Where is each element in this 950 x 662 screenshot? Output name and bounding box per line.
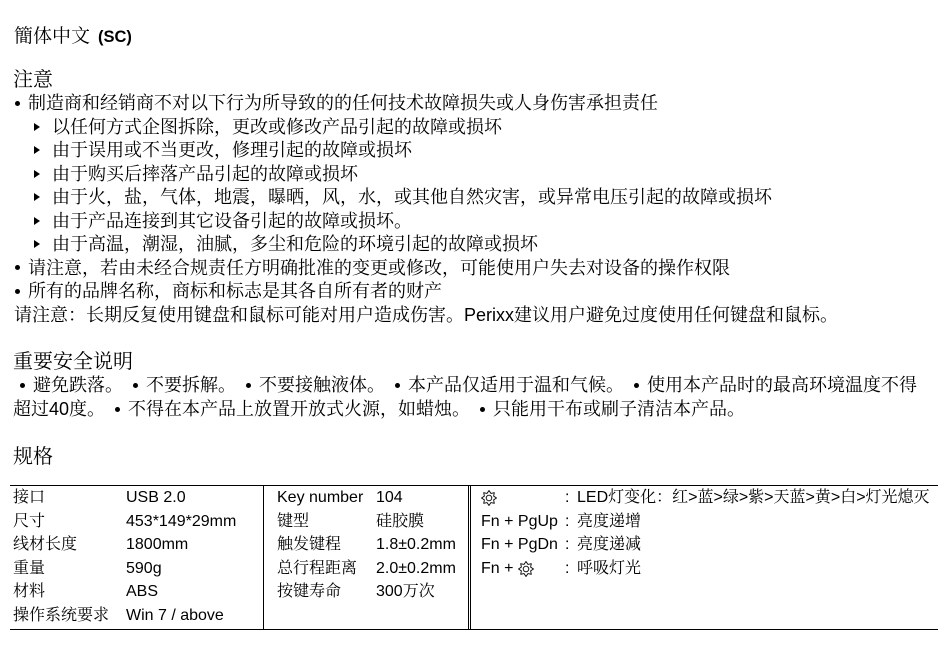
triangle-bullet-icon (34, 217, 40, 225)
spec-value: 300万次 (376, 583, 435, 601)
hotkey-action: 亮度递增 (577, 512, 642, 530)
hotkey-separator: : (565, 489, 570, 506)
spec-row (264, 510, 468, 534)
bullet-marker (246, 383, 251, 388)
spec-label: 键型 (277, 512, 310, 530)
bullet-marker (15, 289, 20, 294)
spec-value: Win 7 / above (126, 606, 224, 624)
notice-sub-item-text: 以任何方式企图拆除，更改或修改产品引起的故障或损坏 (52, 116, 502, 137)
spec-label: 操作系统要求 (13, 606, 110, 624)
spec-value: 1.8±0.2mm (376, 536, 456, 554)
bullet-marker (133, 383, 138, 388)
bullet-marker (20, 383, 25, 388)
hotkey-action: LED灯变化：红>蓝>绿>紫>天蓝>黄>白>灯光熄灭 (577, 489, 930, 506)
spec-row (10, 580, 263, 604)
spec-label: 按键寿命 (277, 583, 342, 601)
backlight-icon-core (486, 495, 492, 501)
hotkey-row (471, 510, 938, 534)
safety-item (470, 399, 745, 419)
hotkey-separator: : (565, 559, 570, 577)
backlight-icon (481, 490, 497, 506)
hotkey-row (471, 533, 938, 557)
safety-instructions (13, 373, 933, 421)
triangle-bullet-icon (34, 123, 40, 131)
hotkey-separator: : (565, 536, 570, 554)
spec-column-hotkeys (468, 486, 938, 629)
safety-item-text: 不要拆解。 (146, 375, 236, 395)
spec-value: 590g (126, 559, 162, 577)
notice-list (13, 92, 938, 327)
bullet-marker (15, 265, 20, 270)
spec-label: 尺寸 (13, 512, 46, 530)
notice-footnote: 请注意：长期反复使用键盘和鼠标可能对用户造成伤害。Perixx建议用户避免过度使用任何键盘和鼠标。 (14, 304, 839, 325)
spec-value: ABS (126, 583, 159, 601)
spec-value: 453*149*29mm (126, 512, 237, 530)
spec-value: 1800mm (126, 536, 189, 554)
notice-sub-item (13, 163, 938, 187)
backlight-icon-rays (519, 561, 534, 576)
language-name: 簡体中文 (14, 26, 91, 47)
safety-item-text: 使用本产品时的最高环境温度不得超过40度。 (13, 375, 917, 419)
safety-item (13, 375, 123, 395)
notice-heading: 注意 (13, 69, 53, 91)
spec-row (264, 486, 468, 510)
safety-item-text: 本产品仅适用于温和气候。 (408, 375, 624, 395)
spec-column-keys (263, 486, 468, 629)
backlight-icon-graphic (518, 561, 534, 577)
spec-label: 触发键程 (277, 536, 342, 554)
spec-label: 接口 (13, 489, 46, 506)
notice-sub-item (13, 210, 938, 234)
bullet-marker (395, 383, 400, 388)
spec-label: 材料 (13, 583, 46, 601)
spec-row (264, 533, 468, 557)
spec-value: 硅胶膜 (376, 512, 425, 530)
notice-sub-item-text: 由于火，盐，气体，地震，曝晒，风，水，或其他自然灾害，或异常电压引起的故障或损坏 (52, 187, 772, 207)
spec-row (264, 580, 468, 604)
hotkey-action: 呼吸灯光 (577, 559, 642, 577)
notice-item-text: 所有的品牌名称，商标和标志是其各自所有者的财产 (28, 281, 442, 301)
spec-label: 总行程距离 (277, 559, 358, 577)
hotkey-combo-text: Fn + PgDn (481, 536, 558, 554)
notice-sub-item-text: 由于购买后摔落产品引起的故障或损坏 (52, 163, 358, 184)
spec-row (10, 533, 263, 557)
backlight-icon (518, 561, 534, 577)
hotkey-combo-text: Fn + (481, 559, 514, 577)
spec-label: 重量 (13, 559, 46, 577)
notice-sub-item (13, 139, 938, 163)
bullet-marker (115, 407, 120, 412)
notice-sub-item (13, 233, 938, 257)
spec-row (10, 486, 263, 510)
spec-value: 104 (376, 489, 403, 506)
hotkey-separator: : (565, 512, 570, 530)
safety-item-text: 不得在本产品上放置开放式火源，如蜡烛。 (128, 399, 471, 419)
triangle-bullet-icon (34, 170, 40, 178)
spec-label: Key number (277, 489, 364, 506)
language-code: (SC) (98, 28, 132, 46)
safety-item (105, 399, 470, 419)
notice-item (13, 280, 938, 304)
bullet-marker (634, 383, 639, 388)
safety-item (123, 375, 236, 395)
notice-item-text: 请注意，若由未经合规责任方明确批准的变更或修改，可能使用户失去对设备的操作权限 (28, 257, 730, 278)
spec-table (10, 485, 938, 630)
hotkey-combo (471, 557, 565, 581)
hotkey-combo (471, 510, 565, 534)
backlight-icon-graphic (481, 490, 497, 506)
hotkey-row (471, 486, 938, 510)
hotkey-combo (471, 533, 565, 557)
specs-heading: 规格 (13, 446, 53, 468)
spec-value: USB 2.0 (126, 489, 186, 506)
safety-item-text: 不要接触液体。 (259, 375, 385, 395)
hotkey-combo (471, 486, 565, 510)
backlight-icon-rays (482, 490, 497, 505)
triangle-bullet-icon (34, 146, 40, 154)
safety-item-text: 避免跌落。 (33, 375, 123, 395)
bullet-marker (480, 407, 485, 412)
spec-row (10, 510, 263, 534)
spec-row (10, 557, 263, 581)
notice-item-text: 制造商和经销商不对以下行为所导致的的任何技术故障损失或人身伤害承担责任 (28, 93, 658, 113)
language-title (14, 25, 132, 49)
hotkey-action: 亮度递减 (577, 536, 642, 554)
notice-item (13, 257, 938, 281)
backlight-icon-core (524, 566, 530, 572)
spec-label: 线材长度 (13, 536, 78, 554)
notice-sub-item-text: 由于误用或不当更改，修理引起的故障或损坏 (52, 140, 412, 160)
triangle-bullet-icon (34, 193, 40, 201)
safety-item-text: 只能用干布或刷子清洁本产品。 (493, 399, 746, 419)
hotkey-row (471, 557, 938, 581)
notice-sub-item-text: 由于高温，潮湿，油腻，多尘和危险的环境引起的故障或损坏 (52, 234, 538, 254)
spec-row (10, 604, 263, 628)
spec-column-general (10, 486, 263, 629)
spec-value: 2.0±0.2mm (376, 559, 456, 577)
bullet-marker (15, 101, 20, 106)
safety-heading: 重要安全说明 (13, 351, 133, 373)
triangle-bullet-icon (34, 240, 40, 248)
notice-sub-item-text: 由于产品连接到其它设备引起的故障或损坏。 (52, 210, 412, 231)
notice-sub-item (13, 116, 938, 140)
safety-item (385, 375, 624, 395)
safety-item (236, 375, 385, 395)
hotkey-combo-text: Fn + PgUp (481, 512, 558, 530)
notice-item (13, 92, 938, 116)
spec-row (264, 557, 468, 581)
notice-sub-item (13, 186, 938, 210)
